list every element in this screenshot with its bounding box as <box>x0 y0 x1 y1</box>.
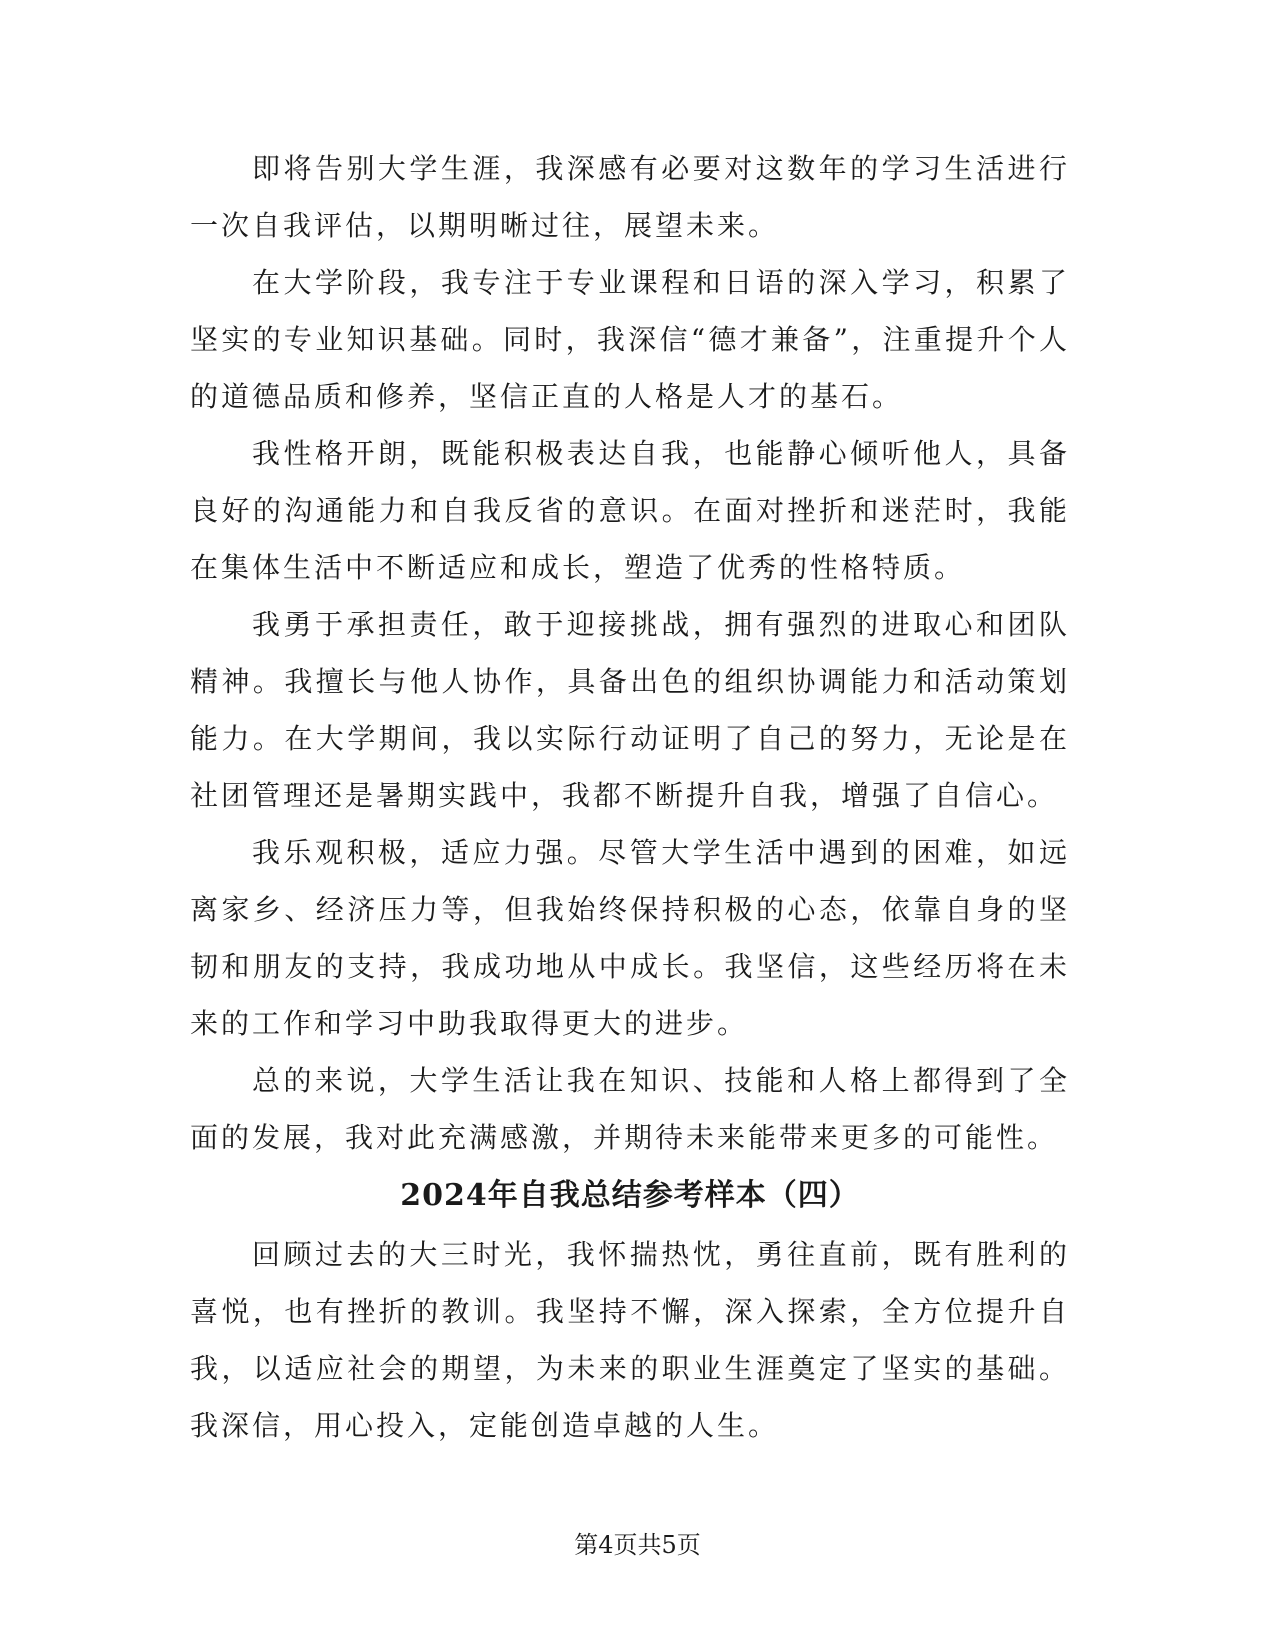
body-paragraph: 回顾过去的大三时光，我怀揣热忱，勇往直前，既有胜利的喜悦，也有挫折的教训。我坚持不懈，深入探索，全方位提升自我，以适应社会的期望，为未来的职业生涯奠定了坚实的基础。我深信，用心投入，定能创造卓越的人生。 <box>190 1238 1070 1442</box>
document-body <box>190 140 1070 1454</box>
body-paragraph: 我性格开朗，既能积极表达自我，也能静心倾听他人，具备良好的沟通能力和自我反省的意识。在面对挫折和迷茫时，我能在集体生活中不断适应和成长，塑造了优秀的性格特质。 <box>190 437 1070 584</box>
body-paragraph: 在大学阶段，我专注于专业课程和日语的深入学习，积累了坚实的专业知识基础。同时，我深信“德才兼备”，注重提升个人的道德品质和修养，坚信正直的人格是人才的基石。 <box>190 266 1070 413</box>
section-heading: 2024年自我总结参考样本（四） <box>400 1178 860 1213</box>
body-paragraph: 我乐观积极，适应力强。尽管大学生活中遇到的困难，如远离家乡、经济压力等，但我始终保持积极的心态，依靠自身的坚韧和朋友的支持，我成功地从中成长。我坚信，这些经历将在未来的工作和学习中助我取得更大的进步。 <box>190 836 1070 1040</box>
body-paragraph: 即将告别大学生涯，我深感有必要对这数年的学习生活进行一次自我评估，以期明晰过往，展望未来。 <box>190 152 1070 242</box>
body-paragraph: 我勇于承担责任，敢于迎接挑战，拥有强烈的进取心和团队精神。我擅长与他人协作，具备出色的组织协调能力和活动策划能力。在大学期间，我以实际行动证明了自己的努力，无论是在社团管理还是暑期实践中，我都不断提升自我，增强了自信心。 <box>190 608 1070 812</box>
body-paragraph: 总的来说，大学生活让我在知识、技能和人格上都得到了全面的发展，我对此充满感激，并期待未来能带来更多的可能性。 <box>190 1064 1070 1154</box>
page-number-footer: 第4页共5页 <box>574 1531 701 1559</box>
